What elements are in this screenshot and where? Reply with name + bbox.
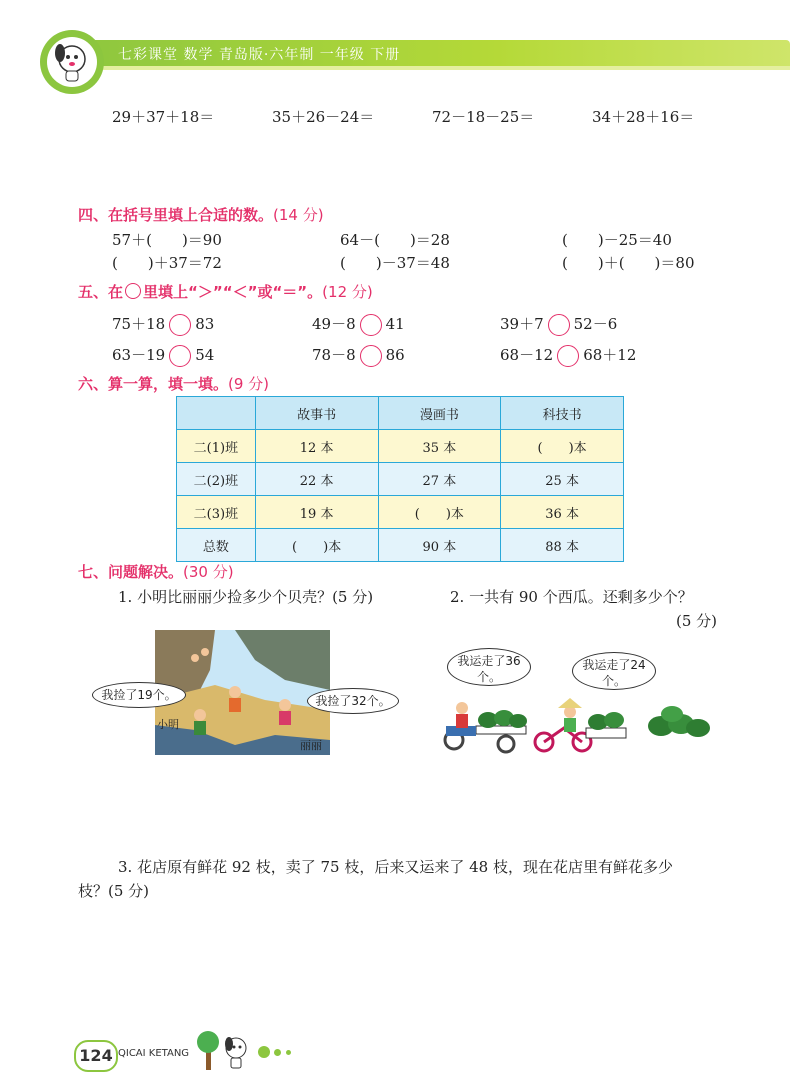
table-cell: 36 本 <box>501 496 624 529</box>
compare-item-6 <box>500 344 636 367</box>
compare-right: 68＋12 <box>583 346 637 364</box>
table-header-row <box>177 397 624 430</box>
compare-item-5 <box>312 344 405 367</box>
section-6-points: (9 分) <box>228 375 270 393</box>
compare-left: 75＋18 <box>112 315 166 333</box>
fill-item-5: ( )－37＝48 <box>340 254 450 272</box>
expression-4: 34＋28＋16＝ <box>592 108 695 126</box>
decor-dot <box>274 1049 281 1056</box>
table-cell: 22 本 <box>255 463 378 496</box>
problem-1: 1. 小明比丽丽少捡多少个贝壳？(5 分) <box>118 588 374 606</box>
problem-3-line2: 枝？(5 分) <box>78 882 150 900</box>
table-row <box>177 496 624 529</box>
footer-brand: QICAI KETANG <box>118 1048 190 1059</box>
decor-dot <box>286 1050 291 1055</box>
section-5-title <box>78 281 373 302</box>
compare-right: 52－6 <box>573 315 618 333</box>
compare-right: 41 <box>385 315 405 333</box>
compare-left: 49－8 <box>312 315 356 333</box>
fill-item-6: ( )＋( )＝80 <box>562 254 695 272</box>
table-header-cell: 漫画书 <box>378 397 501 430</box>
compare-item-4 <box>112 344 214 367</box>
table-row <box>177 529 624 562</box>
fill-item-1: 57＋( )＝90 <box>112 231 222 249</box>
speech-bubble-24: 我运走了24个。 <box>572 652 656 690</box>
table-cell: ( )本 <box>501 430 624 463</box>
section-6-title <box>78 373 269 394</box>
section-4-points: (14 分) <box>273 206 324 224</box>
label-lili: 丽丽 <box>300 739 322 752</box>
section-4-heading: 四、在括号里填上合适的数。 <box>78 206 274 224</box>
fill-item-2: 64－( )＝28 <box>340 231 450 249</box>
table-cell: 35 本 <box>378 430 501 463</box>
compare-item-3 <box>500 313 617 336</box>
compare-item-1 <box>112 313 214 336</box>
speech-bubble-lili: 我捡了32个。 <box>307 688 399 714</box>
table-cell: 27 本 <box>378 463 501 496</box>
table-cell: ( )本 <box>378 496 501 529</box>
table-cell: 二(2)班 <box>177 463 256 496</box>
compare-right: 54 <box>195 346 215 364</box>
table-cell: 总数 <box>177 529 256 562</box>
expression-2: 35＋26－24＝ <box>272 108 375 126</box>
section-4-title <box>78 204 324 225</box>
table-cell: ( )本 <box>255 529 378 562</box>
fill-item-4: ( )＋37＝72 <box>112 254 222 272</box>
section-7-points: (30 分) <box>183 563 234 581</box>
table-cell: 二(1)班 <box>177 430 256 463</box>
compare-left: 39＋7 <box>500 315 544 333</box>
table-header-cell: 科技书 <box>501 397 624 430</box>
compare-circle[interactable] <box>360 314 382 336</box>
label-xiaoming: 小明 <box>157 718 179 731</box>
expression-1: 29＋37＋18＝ <box>112 108 215 126</box>
table-cell: 19 本 <box>255 496 378 529</box>
compare-left: 68－12 <box>500 346 554 364</box>
book-table <box>176 396 624 562</box>
compare-circle[interactable] <box>169 314 191 336</box>
section-7-heading: 七、问题解决。 <box>78 563 184 581</box>
problem-3-line1: 3. 花店原有鲜花 92 枝，卖了 75 枝，后来又运来了 48 枝，现在花店里有鲜花多少 <box>118 858 673 876</box>
compare-circle[interactable] <box>557 345 579 367</box>
mascot-icon <box>47 37 97 87</box>
section-6-heading: 六、算一算，填一填。 <box>78 375 229 393</box>
header-title: 七彩课堂 数学 青岛版·六年制 一年级 下册 <box>118 47 401 63</box>
tree-mascot-icon <box>196 1028 256 1072</box>
table-cell: 88 本 <box>501 529 624 562</box>
compare-circle[interactable] <box>169 345 191 367</box>
compare-right: 83 <box>195 315 215 333</box>
table-header-cell <box>177 397 256 430</box>
table-cell: 12 本 <box>255 430 378 463</box>
section-5-heading-a: 五、在 <box>78 283 124 301</box>
section-5-heading-b: 里填上“＞”“＜”或“＝”。 <box>143 283 323 301</box>
page-number: 124 <box>74 1040 118 1072</box>
table-header-cell: 故事书 <box>255 397 378 430</box>
compare-left: 78－8 <box>312 346 356 364</box>
problem-2: 2. 一共有 90 个西瓜。还剩多少个？ <box>450 588 693 606</box>
compare-right: 86 <box>385 346 405 364</box>
table-cell: 25 本 <box>501 463 624 496</box>
header-bar-underline <box>60 66 790 70</box>
section-5-points: (12 分) <box>322 283 373 301</box>
table-cell: 二(3)班 <box>177 496 256 529</box>
decor-dot <box>258 1046 270 1058</box>
speech-bubble-36: 我运走了36个。 <box>447 648 531 686</box>
expression-3: 72－18－25＝ <box>432 108 535 126</box>
compare-item-2 <box>312 313 405 336</box>
table-row <box>177 430 624 463</box>
table-cell: 90 本 <box>378 529 501 562</box>
circle-icon <box>125 283 141 299</box>
problem-2-points: (5 分) <box>676 612 718 630</box>
fill-item-3: ( )－25＝40 <box>562 231 672 249</box>
watermelon-illustration <box>436 690 726 756</box>
section-7-title <box>78 561 234 582</box>
compare-circle[interactable] <box>360 345 382 367</box>
compare-left: 63－19 <box>112 346 166 364</box>
table-row <box>177 463 624 496</box>
compare-circle[interactable] <box>548 314 570 336</box>
speech-bubble-xiaoming: 我捡了19个。 <box>92 682 186 708</box>
